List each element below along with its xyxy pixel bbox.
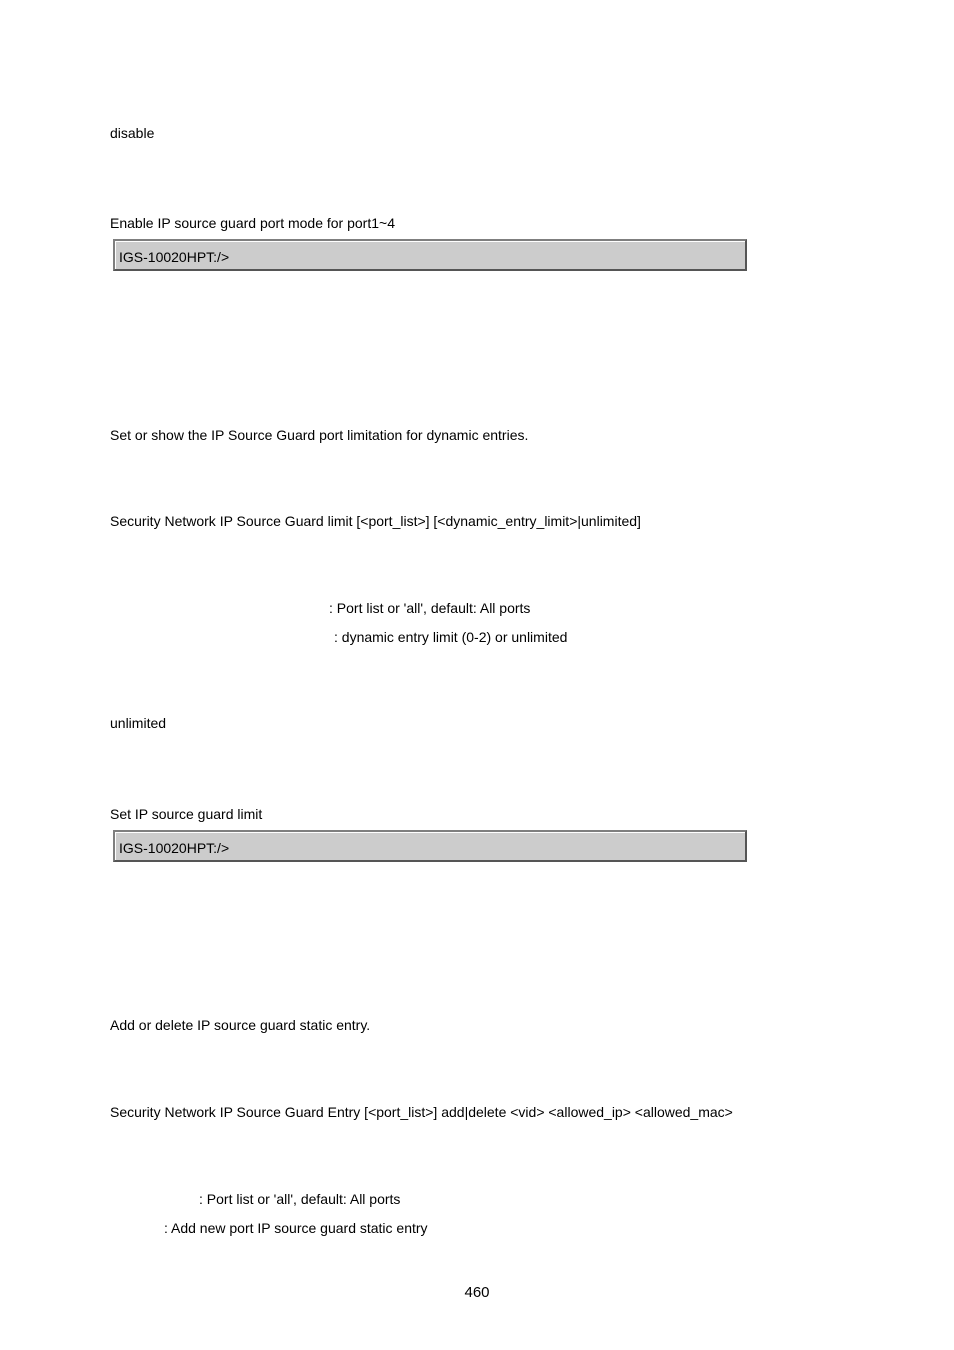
param-port-list-3: : Port list or 'all', default: All ports [199, 1191, 401, 1207]
command-description-2: Set or show the IP Source Guard port limitation for dynamic entries. [110, 427, 529, 443]
command-syntax-3: Security Network IP Source Guard Entry [<port_list>] add|delete <vid> <allowed_ip> <allowed_mac> [110, 1104, 733, 1120]
cli-prompt-1: IGS-10020HPT:/> [119, 249, 230, 265]
command-syntax-2: Security Network IP Source Guard limit [<port_list>] [<dynamic_entry_limit>|unlimited] [110, 513, 641, 529]
example-code-box-1 [113, 239, 747, 271]
default-value-2: unlimited [110, 715, 167, 731]
param-dynamic-entry-limit-2: : dynamic entry limit (0-2) or unlimited [334, 629, 568, 645]
param-add-3: : Add new port IP source guard static entry [164, 1220, 428, 1236]
param-port-list-2: : Port list or 'all', default: All ports [329, 600, 531, 616]
example-description-2: Set IP source guard limit [110, 806, 263, 822]
example-description-1: Enable IP source guard port mode for port1~4 [110, 215, 395, 231]
example-code-box-2 [113, 830, 747, 862]
command-description-3: Add or delete IP source guard static entry. [110, 1017, 371, 1033]
cli-prompt-2: IGS-10020HPT:/> [119, 840, 230, 856]
page-number: 460 [464, 1284, 490, 1301]
default-value-1: disable [110, 125, 155, 141]
